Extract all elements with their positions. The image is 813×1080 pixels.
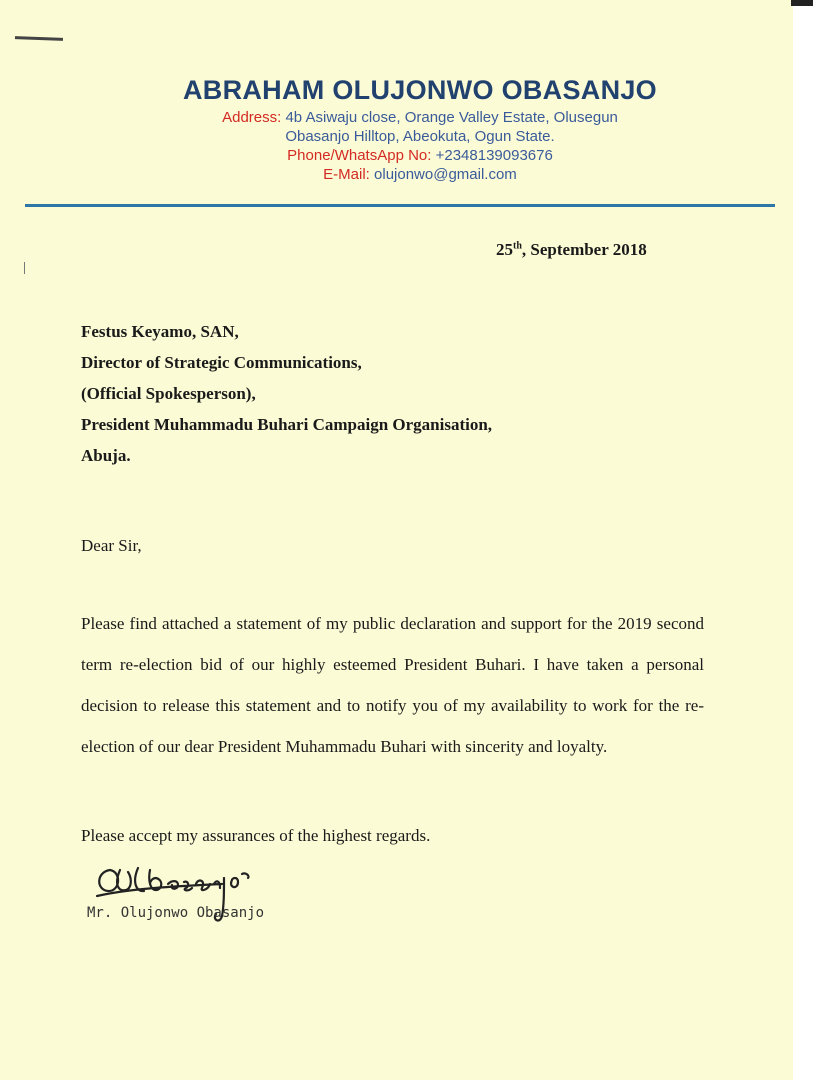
phone-label: Phone/WhatsApp No: [287, 147, 432, 164]
signatory-name: Mr. Olujonwo Obasanjo [87, 905, 265, 921]
date-day: 25 [496, 240, 513, 259]
signature-icon [92, 858, 282, 933]
closing-line: Please accept my assurances of the highest regards. [81, 826, 431, 845]
address-line-2: Obasanjo Hilltop, Abeokuta, Ogun State. [285, 128, 555, 145]
recipient-line: Festus Keyamo, SAN, [81, 322, 239, 341]
date-suffix: th [513, 240, 522, 252]
corner-mark [791, 0, 813, 6]
recipient-block [81, 316, 492, 471]
letter-body: Please find attached a statement of my public declaration and support for the 2019 second term re-election bid of our highly esteemed President Buhari. I have taken a personal decision to release this statement and to notify you of my availability to work for the re-election of our dear President Muhammadu Buhari with sincerity and loyalty. [81, 614, 704, 756]
recipient-line: Abuja. [81, 446, 131, 465]
phone-number: +2348139093676 [435, 147, 553, 164]
recipient-line: (Official Spokesperson), [81, 384, 256, 403]
margin-tick [24, 262, 25, 274]
salutation: Dear Sir, [81, 536, 142, 555]
address-line-1: 4b Asiwaju close, Orange Valley Estate, Olusegun [285, 109, 618, 126]
letterhead-address [0, 108, 813, 127]
date-rest: , September 2018 [521, 240, 647, 259]
letterhead-address-2 [0, 127, 813, 146]
scan-mark [15, 36, 63, 41]
email-address: olujonwo@gmail.com [374, 166, 517, 183]
address-label: Address: [222, 109, 282, 126]
letterhead-email [0, 165, 813, 184]
letterhead-name: ABRAHAM OLUJONWO OBASANJO [182, 75, 657, 105]
letterhead-rule [25, 204, 775, 207]
recipient-line: Director of Strategic Communications, [81, 353, 362, 372]
letter-date [496, 240, 647, 260]
email-label: E-Mail: [323, 166, 370, 183]
letterhead [0, 72, 813, 184]
recipient-line: President Muhammadu Buhari Campaign Organisation, [81, 415, 493, 434]
letterhead-phone [0, 146, 813, 165]
